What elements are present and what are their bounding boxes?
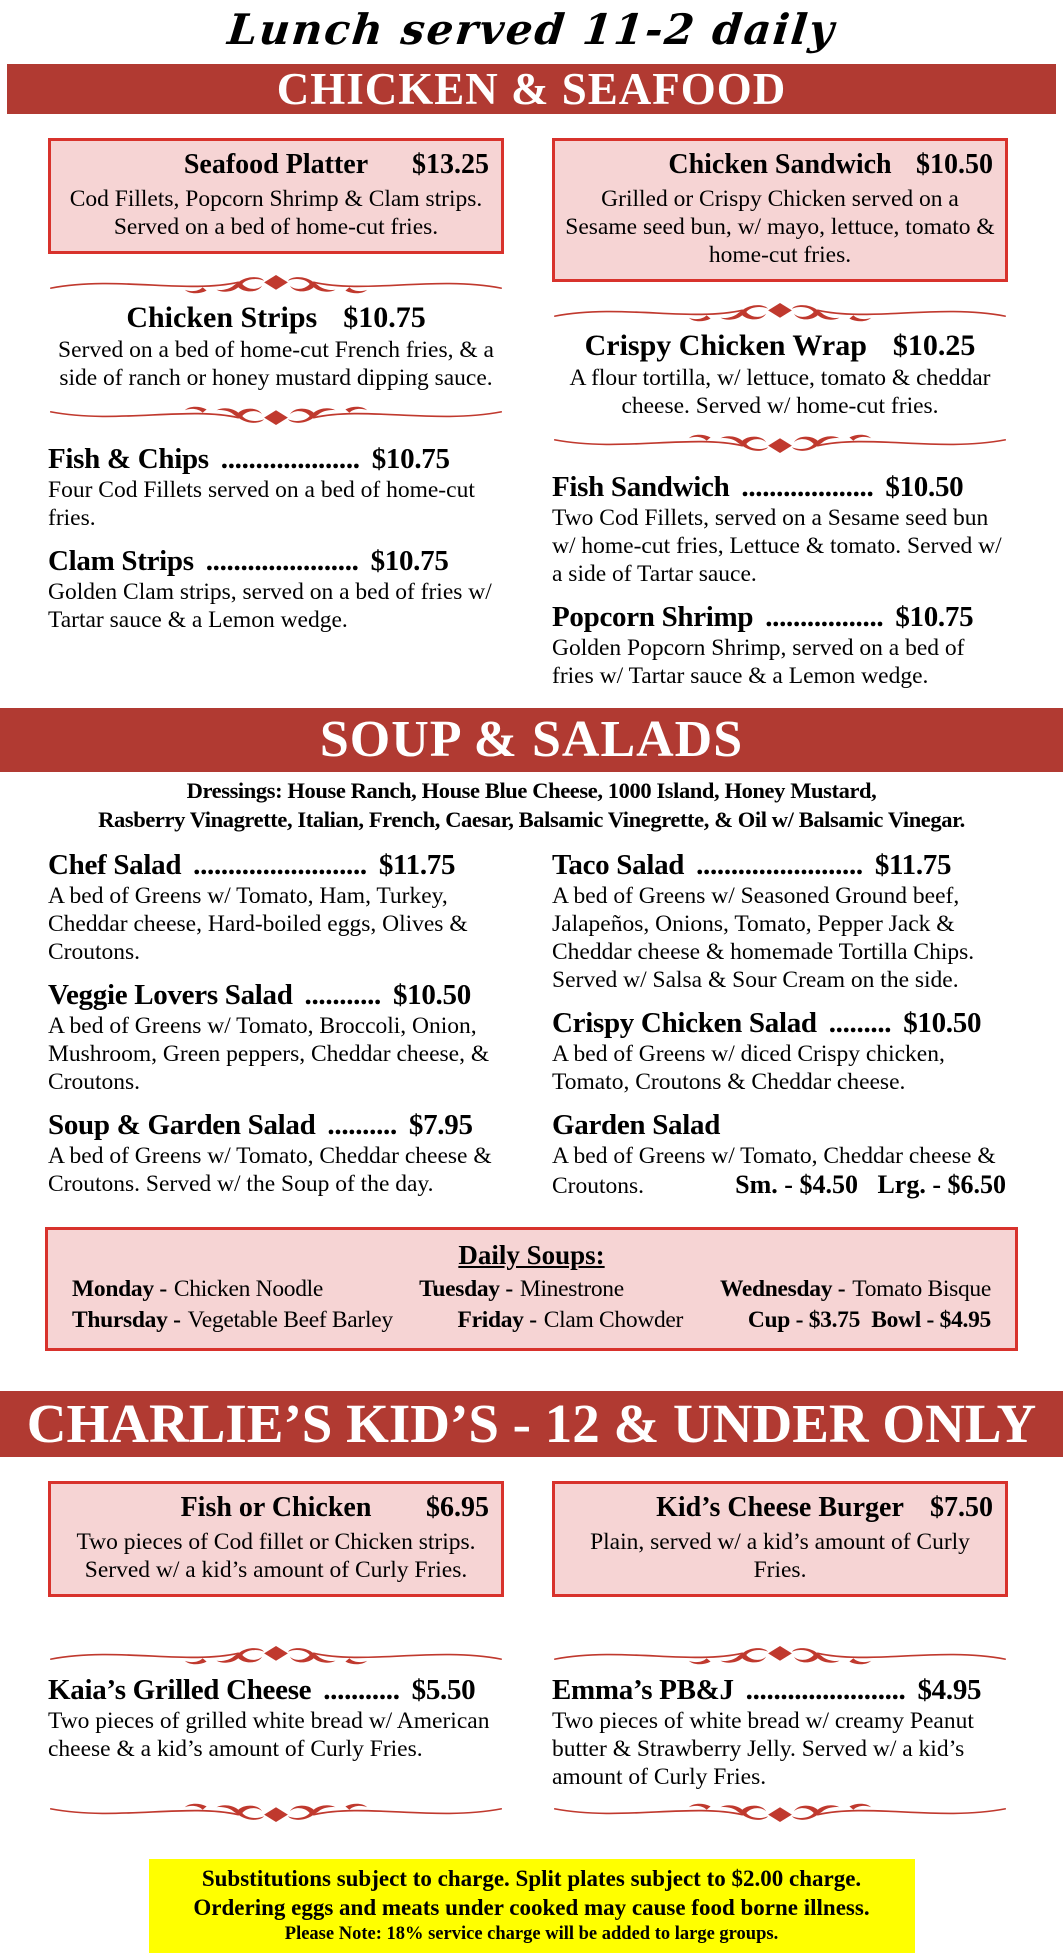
- item-title: [565, 1490, 995, 1526]
- item-desc: Two pieces of Cod fillet or Chicken strips. Served w/ a kid’s amount of Curly Fries.: [76, 1529, 476, 1583]
- item-price: $10.50: [903, 1007, 982, 1039]
- item-desc: A bed of Greens w/ Tomato, Ham, Turkey, Cheddar cheese, Hard-boiled eggs, Olives & Croutons.: [48, 883, 468, 965]
- item-desc: Golden Clam strips, served on a bed of fries w/ Tartar sauce & a Lemon wedge.: [48, 579, 492, 633]
- item-price: $10.75: [371, 443, 450, 475]
- daily-soups-box: [45, 1227, 1018, 1351]
- item-desc: Plain, served w/ a kid’s amount of Curly Fries.: [590, 1529, 970, 1583]
- item-price: $10.75: [343, 301, 426, 334]
- item-desc: Two Cod Fillets, served on a Sesame seed bun w/ home-cut fries, Lettuce & tomato. Served w/ a side of Tartar sauce.: [552, 505, 1002, 587]
- item-title: [552, 1673, 1008, 1707]
- kids-left-column: [48, 1625, 504, 1831]
- item-name: Chicken Sandwich: [668, 149, 892, 180]
- garden-salad-sizes-row: [552, 1170, 1008, 1201]
- day-label: Friday -: [457, 1307, 537, 1333]
- menu-item-clam-strips: [48, 544, 504, 634]
- daily-soup-entry: [72, 1305, 393, 1336]
- dot-leader: ......................: [205, 545, 359, 577]
- dot-leader: ....................: [220, 443, 360, 475]
- item-price: $10.75: [895, 601, 974, 633]
- item-price: $10.50: [885, 471, 964, 503]
- item-name: Clam Strips: [48, 545, 194, 577]
- item-title: [61, 1490, 491, 1526]
- item-title: [552, 848, 1008, 882]
- item-name: Popcorn Shrimp: [552, 601, 754, 633]
- item-price: $10.75: [370, 545, 449, 577]
- item-title: [48, 442, 504, 476]
- daily-soup-entry: [720, 1274, 991, 1305]
- day-label: Monday -: [72, 1276, 167, 1302]
- flourish-ornament-icon: [552, 298, 1008, 326]
- item-desc: Cod Fillets, Popcorn Shrimp & Clam strips. Served on a bed of home-cut fries.: [69, 186, 483, 240]
- daily-soups-title: Daily Soups:: [458, 1240, 605, 1270]
- item-title: [48, 544, 504, 578]
- salads-section: [0, 834, 1063, 1201]
- item-desc: Two pieces of grilled white bread w/ American cheese & a kid’s amount of Curly Fries.: [48, 1708, 490, 1762]
- item-name: Fish & Chips: [48, 443, 209, 475]
- menu-box-seafood-platter: [48, 138, 504, 254]
- kids-right-column: [552, 1625, 1008, 1831]
- item-desc: A flour tortilla, w/ lettuce, tomato & cheddar cheese. Served w/ home-cut fries.: [569, 365, 991, 419]
- menu-item-crispy-chicken-salad: [552, 1006, 1008, 1096]
- garden-salad-prices: Sm. - $4.50 Lrg. - $6.50: [735, 1170, 1006, 1199]
- dot-leader: ........................: [696, 849, 863, 881]
- daily-soup-entry: [419, 1274, 624, 1305]
- item-price: $10.25: [892, 329, 976, 362]
- dressings-note: [0, 776, 1063, 834]
- item-title: [565, 147, 995, 183]
- item-name: Chef Salad: [48, 849, 182, 881]
- item-price: $4.95: [917, 1674, 982, 1706]
- item-name: Fish or Chicken: [180, 1492, 372, 1523]
- section-banner-chicken-seafood: CHICKEN & SEAFOOD: [7, 64, 1056, 114]
- menu-item-taco-salad: [552, 848, 1008, 994]
- item-title: [552, 1108, 1008, 1142]
- footer-notice: [149, 1859, 915, 1953]
- menu-box-chicken-sandwich: [552, 138, 1008, 282]
- daily-soup-entry: [458, 1305, 684, 1336]
- menu-item-veggie-lovers-salad: [48, 978, 504, 1096]
- item-price: $10.50: [916, 149, 993, 180]
- menu-item-crispy-chicken-wrap: [552, 328, 1008, 420]
- soup-name: Vegetable Beef Barley: [187, 1307, 393, 1333]
- salads-right-column: [552, 848, 1008, 1201]
- flourish-ornament-icon: [552, 1799, 1008, 1827]
- page-title: Lunch served 11-2 daily: [225, 5, 839, 54]
- flourish-ornament-icon: [48, 270, 504, 298]
- soup-name: Minestrone: [519, 1276, 624, 1302]
- menu-item-soup-garden-salad: [48, 1108, 504, 1198]
- flourish-ornament-icon: [552, 1641, 1008, 1669]
- item-title: [48, 300, 504, 336]
- menu-item-fish-and-chips: [48, 442, 504, 532]
- dot-leader: .......................: [745, 1674, 906, 1706]
- footer-line-3: Please Note: 18% service charge will be added to large groups.: [284, 1924, 779, 1944]
- item-name: Veggie Lovers Salad: [48, 979, 293, 1011]
- day-label: Thursday -: [72, 1307, 181, 1333]
- chicken-seafood-section: [0, 114, 1063, 690]
- menu-item-chicken-strips: [48, 300, 504, 392]
- dressings-line-2: Rasberry Vinagrette, Italian, French, Caesar, Balsamic Vinegrette, & Oil w/ Balsamic Vinegar.: [98, 807, 965, 832]
- item-name: Emma’s PB&J: [552, 1674, 734, 1706]
- section-banner-kids: CHARLIE’S KID’S - 12 & UNDER ONLY: [0, 1391, 1063, 1457]
- item-name: Crispy Chicken Wrap: [584, 329, 867, 362]
- item-name: Kaia’s Grilled Cheese: [48, 1674, 312, 1706]
- dot-leader: ...................: [741, 471, 874, 503]
- flourish-ornament-icon: [48, 1799, 504, 1827]
- item-price: $11.75: [378, 849, 456, 881]
- item-desc: Two pieces of white bread w/ creamy Peanut butter & Strawberry Jelly. Served w/ a kid’s amount of Curly Fries.: [552, 1708, 974, 1790]
- item-desc-continued: Croutons.: [552, 1173, 645, 1199]
- menu-item-popcorn-shrimp: [552, 600, 1008, 690]
- item-name: Garden Salad: [552, 1109, 721, 1141]
- item-price: $7.50: [930, 1492, 993, 1523]
- day-label: Tuesday -: [419, 1276, 513, 1302]
- dot-leader: .........: [828, 1007, 892, 1039]
- menu-box-fish-or-chicken: [48, 1481, 504, 1597]
- item-desc: A bed of Greens w/ Seasoned Ground beef, Jalapeños, Onions, Tomato, Pepper Jack & Cheddar cheese & homemade Tortilla Chips. Served w/ Salsa & Sour Cream on the side.: [552, 883, 975, 993]
- dot-leader: .........................: [193, 849, 367, 881]
- dressings-line-1: Dressings: House Ranch, House Blue Cheese, 1000 Island, Honey Mustard,: [186, 778, 877, 803]
- item-desc: A bed of Greens w/ Tomato, Cheddar cheese &: [552, 1143, 996, 1169]
- soup-name: Tomato Bisque: [852, 1276, 991, 1302]
- item-name: Crispy Chicken Salad: [552, 1007, 817, 1039]
- item-desc: A bed of Greens w/ Tomato, Broccoli, Onion, Mushroom, Green peppers, Cheddar cheese, & Croutons.: [48, 1013, 490, 1095]
- item-name: Kid’s Cheese Burger: [656, 1492, 904, 1523]
- daily-soup-entry: [72, 1274, 323, 1305]
- dot-leader: .................: [765, 601, 884, 633]
- item-title: [61, 147, 491, 183]
- item-title: [48, 978, 504, 1012]
- salads-left-column: [48, 848, 504, 1201]
- item-desc: Served on a bed of home-cut French fries, & a side of ranch or honey mustard dipping sauce.: [58, 337, 494, 391]
- kids-boxes-section: [0, 1457, 1063, 1597]
- item-desc: Grilled or Crispy Chicken served on a Sesame seed bun, w/ mayo, lettuce, tomato & home-cut fries.: [565, 186, 995, 268]
- kids-items-section: [0, 1597, 1063, 1831]
- flourish-ornament-icon: [48, 402, 504, 430]
- item-price: $7.95: [408, 1109, 473, 1141]
- footer-line-1: Substitutions subject to charge. Split plates subject to $2.00 charge.: [201, 1866, 862, 1891]
- menu-item-fish-sandwich: [552, 470, 1008, 588]
- dot-leader: ..........: [327, 1109, 397, 1141]
- item-desc: Golden Popcorn Shrimp, served on a bed of fries w/ Tartar sauce & a Lemon wedge.: [552, 635, 965, 689]
- item-desc: A bed of Greens w/ diced Crispy chicken, Tomato, Croutons & Cheddar cheese.: [552, 1041, 945, 1095]
- item-price: $13.25: [412, 149, 489, 180]
- soup-name: Chicken Noodle: [173, 1276, 324, 1302]
- item-title: [552, 470, 1008, 504]
- menu-item-chef-salad: [48, 848, 504, 966]
- item-price: $6.95: [426, 1492, 489, 1523]
- section-banner-soup-salads: SOUP & SALADS: [0, 708, 1063, 772]
- item-price: $5.50: [411, 1674, 476, 1706]
- item-name: Seafood Platter: [183, 149, 369, 180]
- item-desc: Four Cod Fillets served on a bed of home-cut fries.: [48, 477, 475, 531]
- item-title: [48, 1108, 504, 1142]
- cup-bowl-prices: Cup - $3.75 Bowl - $4.95: [747, 1307, 991, 1333]
- daily-soups-row-2: [72, 1305, 991, 1336]
- item-title: [552, 1006, 1008, 1040]
- item-name: Fish Sandwich: [552, 471, 730, 503]
- item-title: [552, 600, 1008, 634]
- item-name: Chicken Strips: [126, 301, 318, 334]
- item-price: $10.50: [392, 979, 471, 1011]
- flourish-ornament-icon: [552, 430, 1008, 458]
- item-price: $11.75: [874, 849, 952, 881]
- menu-item-garden-salad: [552, 1108, 1008, 1201]
- item-desc: A bed of Greens w/ Tomato, Cheddar cheese & Croutons. Served w/ the Soup of the day.: [48, 1143, 492, 1197]
- flourish-ornament-icon: [48, 1641, 504, 1669]
- chicken-seafood-left-column: [48, 138, 504, 690]
- soup-name: Clam Chowder: [543, 1307, 684, 1333]
- menu-box-kids-cheese-burger: [552, 1481, 1008, 1597]
- item-title: [48, 848, 504, 882]
- daily-soups-row-1: [72, 1274, 991, 1305]
- item-title: [552, 328, 1008, 364]
- item-name: Taco Salad: [552, 849, 685, 881]
- menu-item-emmas-pbj: [552, 1673, 1008, 1791]
- footer-line-2: Ordering eggs and meats under cooked may cause food borne illness.: [193, 1895, 870, 1920]
- item-title: [48, 1673, 504, 1707]
- dot-leader: ...........: [323, 1674, 400, 1706]
- day-label: Wednesday -: [719, 1276, 846, 1302]
- chicken-seafood-right-column: [552, 138, 1008, 690]
- dot-leader: ...........: [304, 979, 381, 1011]
- item-name: Soup & Garden Salad: [48, 1109, 316, 1141]
